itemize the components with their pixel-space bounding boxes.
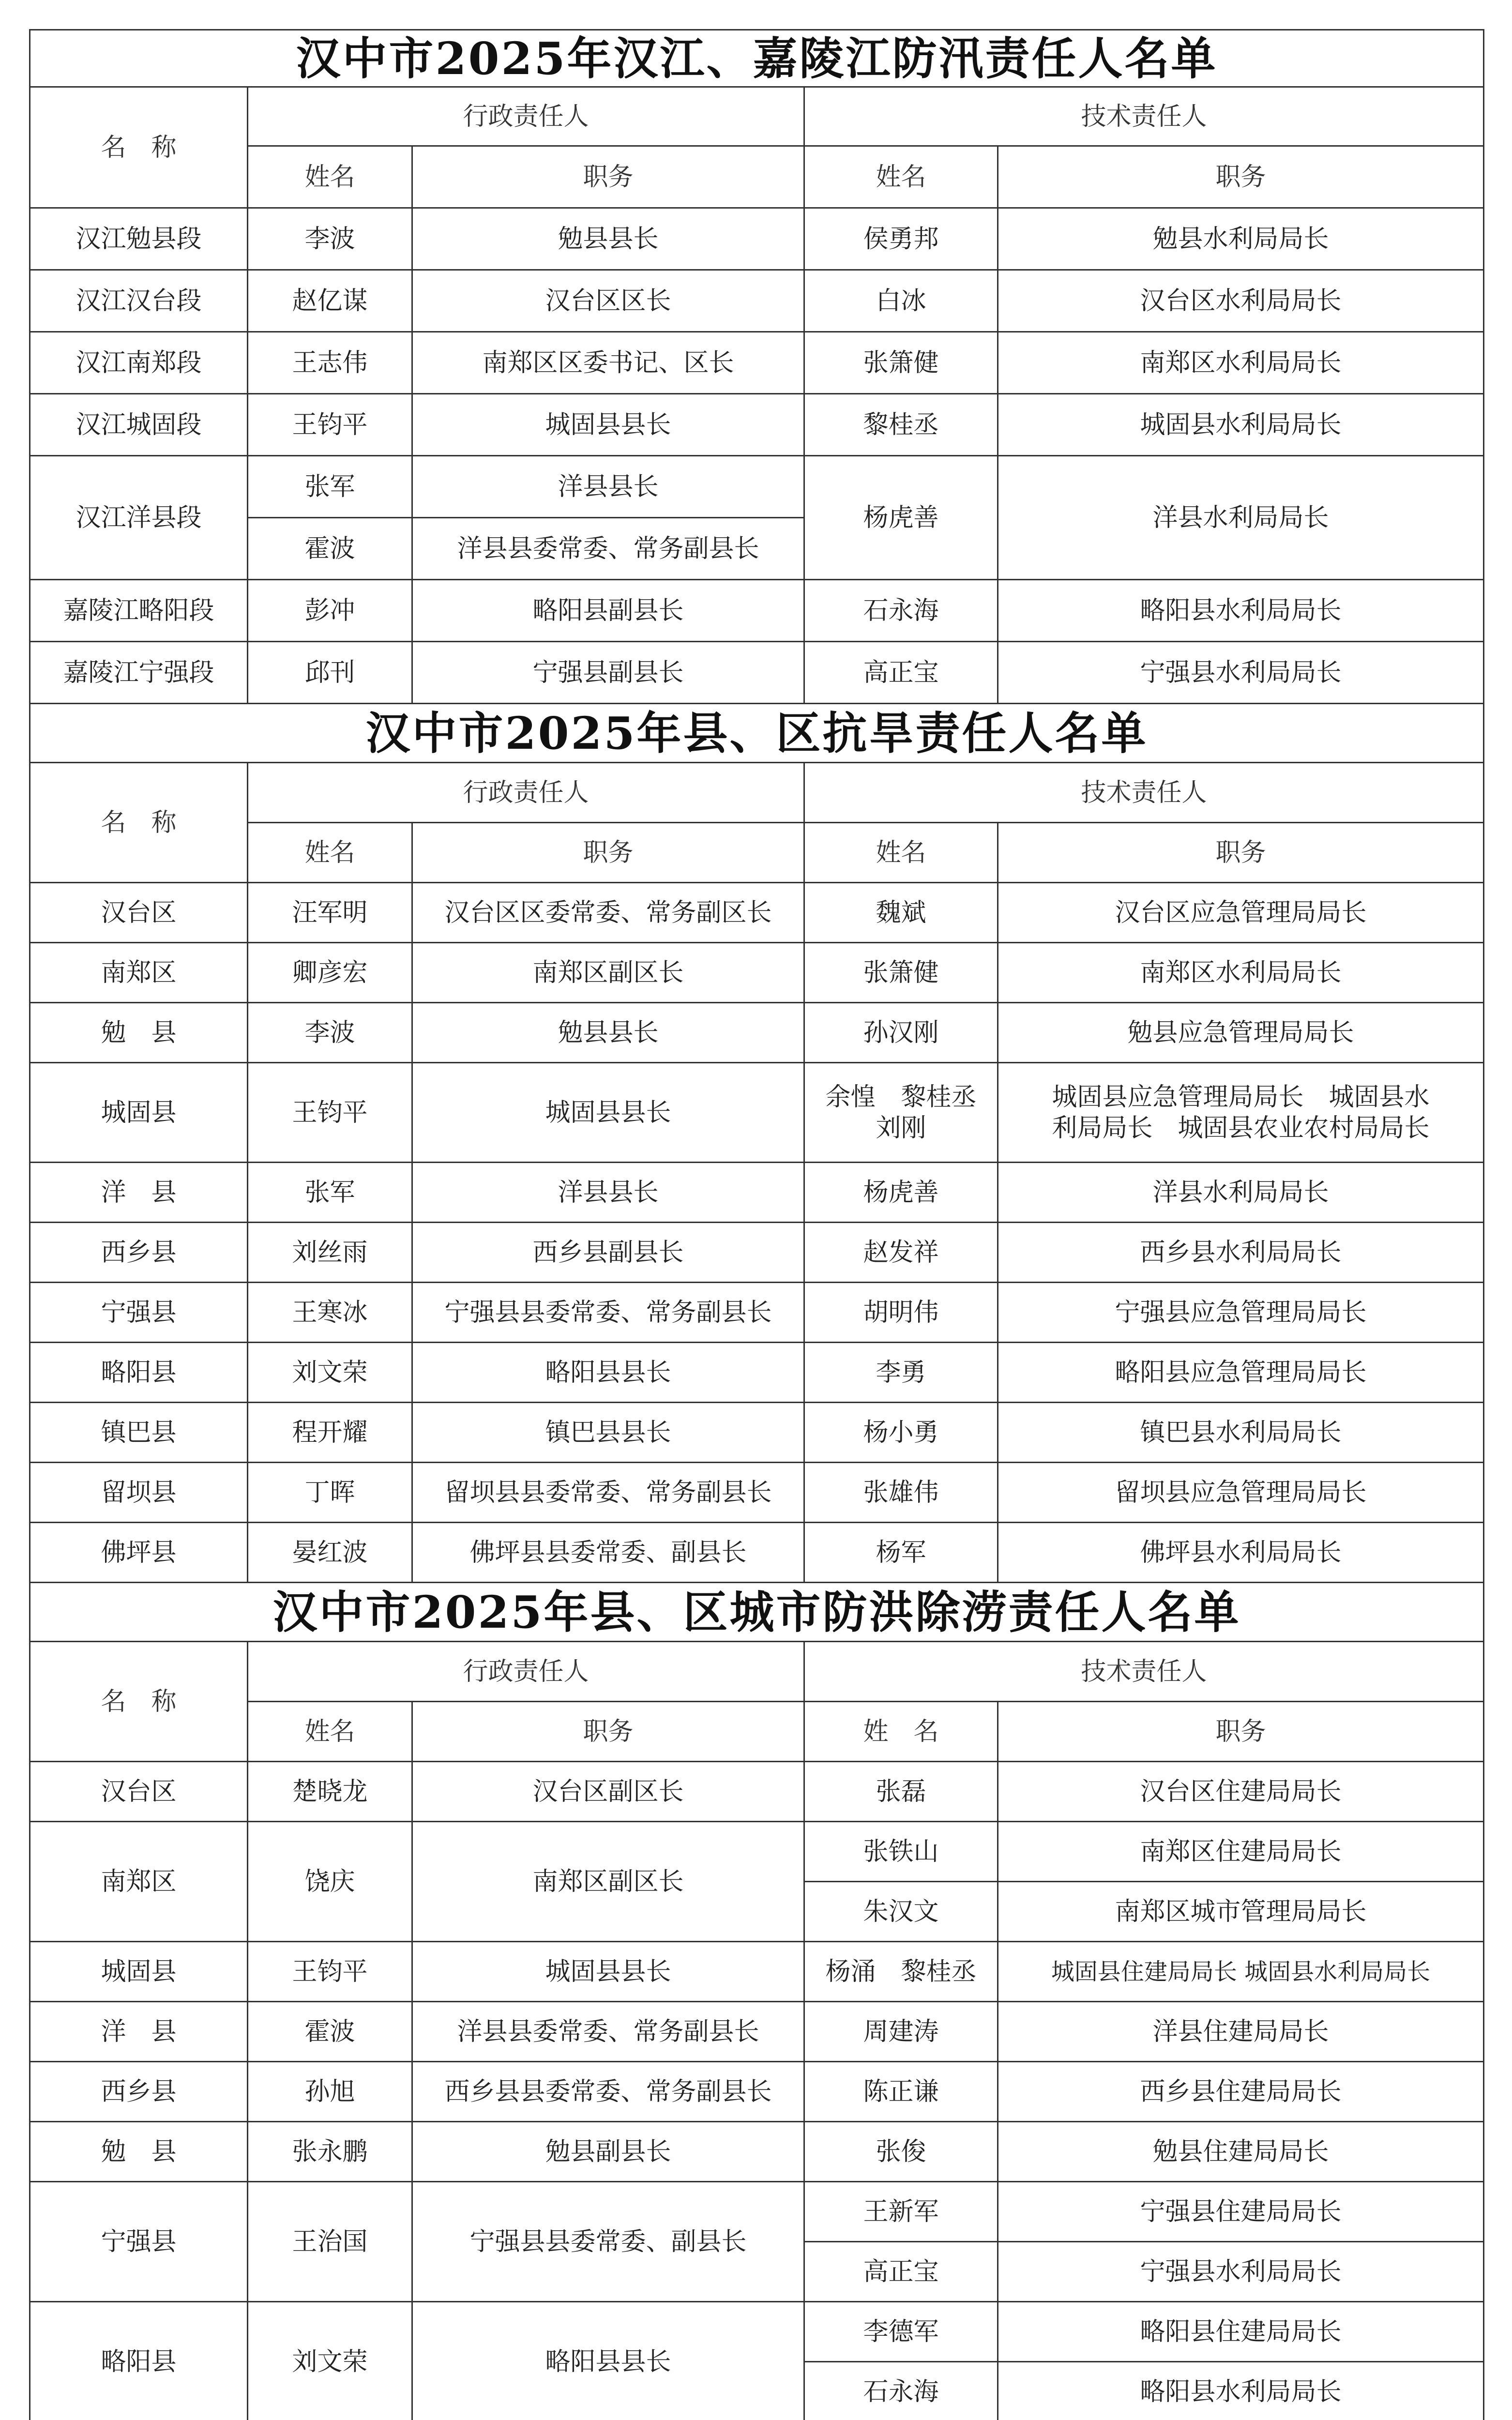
district-cell: 佛坪县: [30, 1523, 248, 1583]
admin-post-cell: 汉台区区委常委、常务副区长: [412, 883, 804, 943]
admin-post-cell: 宁强县副县长: [412, 642, 804, 704]
district-cell: 西乡县: [30, 2062, 248, 2122]
tech-name-cell: 杨涌 黎桂丞: [804, 1942, 998, 2002]
section-cell: 汉江汉台段: [30, 270, 248, 332]
table-row: [30, 883, 1484, 943]
tech-post-cell: 勉县应急管理局局长: [998, 1003, 1484, 1063]
admin-post-cell: 宁强县县委常委、副县长: [412, 2182, 804, 2302]
admin-post-cell: 城固县县长: [412, 1942, 804, 2002]
table-row: [30, 1163, 1484, 1223]
admin-post-cell: 南郑区区委书记、区长: [412, 332, 804, 394]
table-row: [30, 2182, 1484, 2242]
tech-name-line: 刘刚: [876, 1113, 926, 1143]
tech-name-cell: 高正宝: [804, 2242, 998, 2302]
section-cell: 汉江南郑段: [30, 332, 248, 394]
section-cell: 汉江勉县段: [30, 208, 248, 270]
admin-post-cell: 勉县县长: [412, 208, 804, 270]
tech-post-cell: 佛坪县水利局局长: [998, 1523, 1484, 1583]
admin-name-cell: 卿彦宏: [248, 943, 412, 1003]
table-row: [30, 943, 1484, 1003]
tech-post-cell: 汉台区住建局局长: [998, 1762, 1484, 1822]
table-row: [30, 2062, 1484, 2122]
admin-name-cell: 孙旭: [248, 2062, 412, 2122]
header-admin-name: 姓名: [248, 146, 412, 208]
tech-post-cell: 洋县住建局局长: [998, 2002, 1484, 2062]
table-row: [30, 1003, 1484, 1063]
header-tech-post: 职务: [998, 146, 1484, 208]
table-row: [30, 456, 1484, 518]
header-tech: 技术责任人: [804, 1642, 1484, 1702]
tech-post-cell: 留坝县应急管理局局长: [998, 1463, 1484, 1523]
tech-post-cell: 汉台区应急管理局局长: [998, 883, 1484, 943]
drought-relief-table: [29, 703, 1484, 1583]
tech-name-cell: 李勇: [804, 1343, 998, 1403]
tech-post-cell: 宁强县住建局局长: [998, 2182, 1484, 2242]
table-row: [30, 394, 1484, 456]
section-cell: 汉江城固段: [30, 394, 248, 456]
admin-name-cell: 程开耀: [248, 1403, 412, 1463]
admin-name-cell: 王治国: [248, 2182, 412, 2302]
tech-post-cell: 勉县水利局局长: [998, 208, 1484, 270]
district-cell: 洋 县: [30, 2002, 248, 2062]
header-tech-post: 职务: [998, 823, 1484, 883]
admin-post-cell: 洋县县委常委、常务副县长: [412, 2002, 804, 2062]
table-row: [30, 2002, 1484, 2062]
admin-name-cell: 刘丝雨: [248, 1223, 412, 1283]
tech-post-cell: 勉县住建局局长: [998, 2122, 1484, 2182]
tech-name-cell: 李德军: [804, 2302, 998, 2362]
district-cell: 城固县: [30, 1942, 248, 2002]
urban-flood-table: [29, 1582, 1484, 2420]
admin-name-cell: 饶庆: [248, 1822, 412, 1942]
header-tech: 技术责任人: [804, 763, 1484, 823]
tech-name-cell: 魏斌: [804, 883, 998, 943]
district-cell: 镇巴县: [30, 1403, 248, 1463]
tech-name-cell: 张铁山: [804, 1822, 998, 1882]
section-cell: 汉江洋县段: [30, 456, 248, 580]
table-row: [30, 332, 1484, 394]
tech-post-cell: 南郑区住建局局长: [998, 1822, 1484, 1882]
admin-name-cell: 王寒冰: [248, 1283, 412, 1343]
district-cell: 西乡县: [30, 1223, 248, 1283]
district-cell: 略阳县: [30, 2302, 248, 2420]
admin-post-cell: 西乡县县委常委、常务副县长: [412, 2062, 804, 2122]
tech-name-cell: 石永海: [804, 2362, 998, 2420]
tech-post-cell: 略阳县应急管理局局长: [998, 1343, 1484, 1403]
admin-post-cell: 勉县县长: [412, 1003, 804, 1063]
tech-name-cell: 黎桂丞: [804, 394, 998, 456]
admin-post-cell: 南郑区副区长: [412, 943, 804, 1003]
district-cell: 略阳县: [30, 1343, 248, 1403]
admin-post-cell: 汉台区区长: [412, 270, 804, 332]
header-admin: 行政责任人: [248, 1642, 804, 1702]
admin-name-cell: 王钧平: [248, 1063, 412, 1163]
header-admin-name: 姓名: [248, 1702, 412, 1762]
header-tech: 技术责任人: [804, 87, 1484, 146]
table-row: [30, 642, 1484, 704]
admin-name-cell: 霍波: [248, 518, 412, 580]
admin-post-cell: 西乡县副县长: [412, 1223, 804, 1283]
table-row: [30, 580, 1484, 642]
tech-post-cell: 城固县水利局局长: [998, 394, 1484, 456]
admin-name-cell: 赵亿谋: [248, 270, 412, 332]
admin-name-cell: 李波: [248, 1003, 412, 1063]
admin-post-cell: 留坝县县委常委、常务副县长: [412, 1463, 804, 1523]
tech-post-cell: 南郑区城市管理局局长: [998, 1882, 1484, 1942]
tech-post-cell: 南郑区水利局局长: [998, 332, 1484, 394]
tech-post-cell: 宁强县水利局局长: [998, 642, 1484, 704]
district-cell: 南郑区: [30, 943, 248, 1003]
admin-name-cell: 汪军明: [248, 883, 412, 943]
table-row: [30, 2122, 1484, 2182]
table-row: [30, 1942, 1484, 2002]
tech-name-cell: 张箫健: [804, 332, 998, 394]
tech-name-cell: 王新军: [804, 2182, 998, 2242]
admin-post-cell: 城固县县长: [412, 394, 804, 456]
table-row: [30, 1762, 1484, 1822]
admin-name-cell: 王钧平: [248, 1942, 412, 2002]
tech-name-cell: 孙汉刚: [804, 1003, 998, 1063]
admin-post-cell: 宁强县县委常委、常务副县长: [412, 1283, 804, 1343]
district-cell: 勉 县: [30, 2122, 248, 2182]
admin-post-cell: 略阳县副县长: [412, 580, 804, 642]
table-row: [30, 270, 1484, 332]
admin-post-cell: 佛坪县县委常委、副县长: [412, 1523, 804, 1583]
admin-name-cell: 张军: [248, 1163, 412, 1223]
district-cell: 留坝县: [30, 1463, 248, 1523]
tech-name-cell: 张箫健: [804, 943, 998, 1003]
admin-post-cell: 洋县县长: [412, 1163, 804, 1223]
tech-name-cell: 杨虎善: [804, 456, 998, 580]
tech-name-cell: 朱汉文: [804, 1882, 998, 1942]
tech-post-cell: 西乡县住建局局长: [998, 2062, 1484, 2122]
tech-post-cell: 洋县水利局局长: [998, 1163, 1484, 1223]
tech-name-cell: 张雄伟: [804, 1463, 998, 1523]
admin-name-cell: 刘文荣: [248, 2302, 412, 2420]
tech-post-line: 城固县应急管理局局长 城固县水: [1052, 1082, 1430, 1112]
header-admin-post: 职务: [412, 1702, 804, 1762]
admin-post-cell: 南郑区副区长: [412, 1822, 804, 1942]
tech-name-cell: 胡明伟: [804, 1283, 998, 1343]
document-page: [29, 29, 1483, 2420]
admin-name-cell: 王志伟: [248, 332, 412, 394]
table-row: [30, 1463, 1484, 1523]
table-row: [30, 1523, 1484, 1583]
district-cell: 城固县: [30, 1063, 248, 1163]
admin-post-cell: 洋县县长: [412, 456, 804, 518]
admin-post-cell: 略阳县县长: [412, 2302, 804, 2420]
admin-name-cell: 王钧平: [248, 394, 412, 456]
table-row: [30, 2302, 1484, 2362]
admin-name-cell: 张军: [248, 456, 412, 518]
tech-name-cell: 白冰: [804, 270, 998, 332]
admin-post-cell: 城固县县长: [412, 1063, 804, 1163]
table-row: [30, 1403, 1484, 1463]
tech-name-cell: 侯勇邦: [804, 208, 998, 270]
header-admin-post: 职务: [412, 146, 804, 208]
header-admin: 行政责任人: [248, 87, 804, 146]
admin-name-cell: 李波: [248, 208, 412, 270]
admin-name-cell: 丁晖: [248, 1463, 412, 1523]
tech-post-cell: 镇巴县水利局局长: [998, 1403, 1484, 1463]
admin-post-cell: 镇巴县县长: [412, 1403, 804, 1463]
tech-name-cell: 杨小勇: [804, 1403, 998, 1463]
section-cell: 嘉陵江宁强段: [30, 642, 248, 704]
tech-name-cell: 赵发祥: [804, 1223, 998, 1283]
admin-name-cell: 彭冲: [248, 580, 412, 642]
admin-name-cell: 刘文荣: [248, 1343, 412, 1403]
header-name: 名 称: [30, 87, 248, 208]
tech-post-line: 利局局长 城固县农业农村局局长: [1052, 1113, 1430, 1143]
tech-name-line: 余惶 黎桂丞: [825, 1082, 977, 1112]
admin-post-cell: 勉县副县长: [412, 2122, 804, 2182]
tech-name-cell: 张磊: [804, 1762, 998, 1822]
tech-post-cell: 略阳县水利局局长: [998, 2362, 1484, 2420]
tech-post-cell: 汉台区水利局局长: [998, 270, 1484, 332]
table-row: [30, 1822, 1484, 1882]
flood-control-river-table: [29, 29, 1484, 704]
table-row: [30, 1283, 1484, 1343]
tech-name-cell: 杨虎善: [804, 1163, 998, 1223]
tech-post-cell: 洋县水利局局长: [998, 456, 1484, 580]
section-title: 汉中市2025年汉江、嘉陵江防汛责任人名单: [30, 30, 1484, 87]
admin-name-cell: 张永鹏: [248, 2122, 412, 2182]
table-row: [30, 1343, 1484, 1403]
tech-post-cell: 宁强县应急管理局局长: [998, 1283, 1484, 1343]
tech-name-cell: 张俊: [804, 2122, 998, 2182]
tech-post-cell: 略阳县水利局局长: [998, 580, 1484, 642]
header-name: 名 称: [30, 763, 248, 883]
admin-name-cell: 楚晓龙: [248, 1762, 412, 1822]
header-tech-name: 姓名: [804, 823, 998, 883]
tech-post-cell: 城固县住建局局长 城固县水利局局长: [998, 1942, 1484, 2002]
tech-post-cell: 宁强县水利局局长: [998, 2242, 1484, 2302]
section-title: 汉中市2025年县、区抗旱责任人名单: [30, 704, 1484, 763]
district-cell: 勉 县: [30, 1003, 248, 1063]
district-cell: 汉台区: [30, 883, 248, 943]
admin-name-cell: 霍波: [248, 2002, 412, 2062]
district-cell: 宁强县: [30, 1283, 248, 1343]
table-row: [30, 1063, 1484, 1163]
district-cell: 南郑区: [30, 1822, 248, 1942]
tech-name-cell: 杨军: [804, 1523, 998, 1583]
section-title: 汉中市2025年县、区城市防洪除涝责任人名单: [30, 1583, 1484, 1642]
header-admin-name: 姓名: [248, 823, 412, 883]
tech-post-cell: 南郑区水利局局长: [998, 943, 1484, 1003]
admin-name-cell: 晏红波: [248, 1523, 412, 1583]
tech-post-cell: [998, 1063, 1484, 1163]
district-cell: 汉台区: [30, 1762, 248, 1822]
admin-post-cell: 洋县县委常委、常务副县长: [412, 518, 804, 580]
tech-name-cell: 石永海: [804, 580, 998, 642]
tech-post-cell: 略阳县住建局局长: [998, 2302, 1484, 2362]
district-cell: 洋 县: [30, 1163, 248, 1223]
table-row: [30, 208, 1484, 270]
header-name: 名 称: [30, 1642, 248, 1762]
tech-name-cell: 陈正谦: [804, 2062, 998, 2122]
tech-name-cell: 高正宝: [804, 642, 998, 704]
header-tech-post: 职务: [998, 1702, 1484, 1762]
district-cell: 宁强县: [30, 2182, 248, 2302]
header-admin: 行政责任人: [248, 763, 804, 823]
admin-name-cell: 邱刊: [248, 642, 412, 704]
header-admin-post: 职务: [412, 823, 804, 883]
tech-name-cell: [804, 1063, 998, 1163]
table-row: [30, 1223, 1484, 1283]
admin-post-cell: 汉台区副区长: [412, 1762, 804, 1822]
admin-post-cell: 略阳县县长: [412, 1343, 804, 1403]
tech-name-cell: 周建涛: [804, 2002, 998, 2062]
header-tech-name: 姓名: [804, 146, 998, 208]
header-tech-name: 姓 名: [804, 1702, 998, 1762]
tech-post-cell: 西乡县水利局局长: [998, 1223, 1484, 1283]
section-cell: 嘉陵江略阳段: [30, 580, 248, 642]
